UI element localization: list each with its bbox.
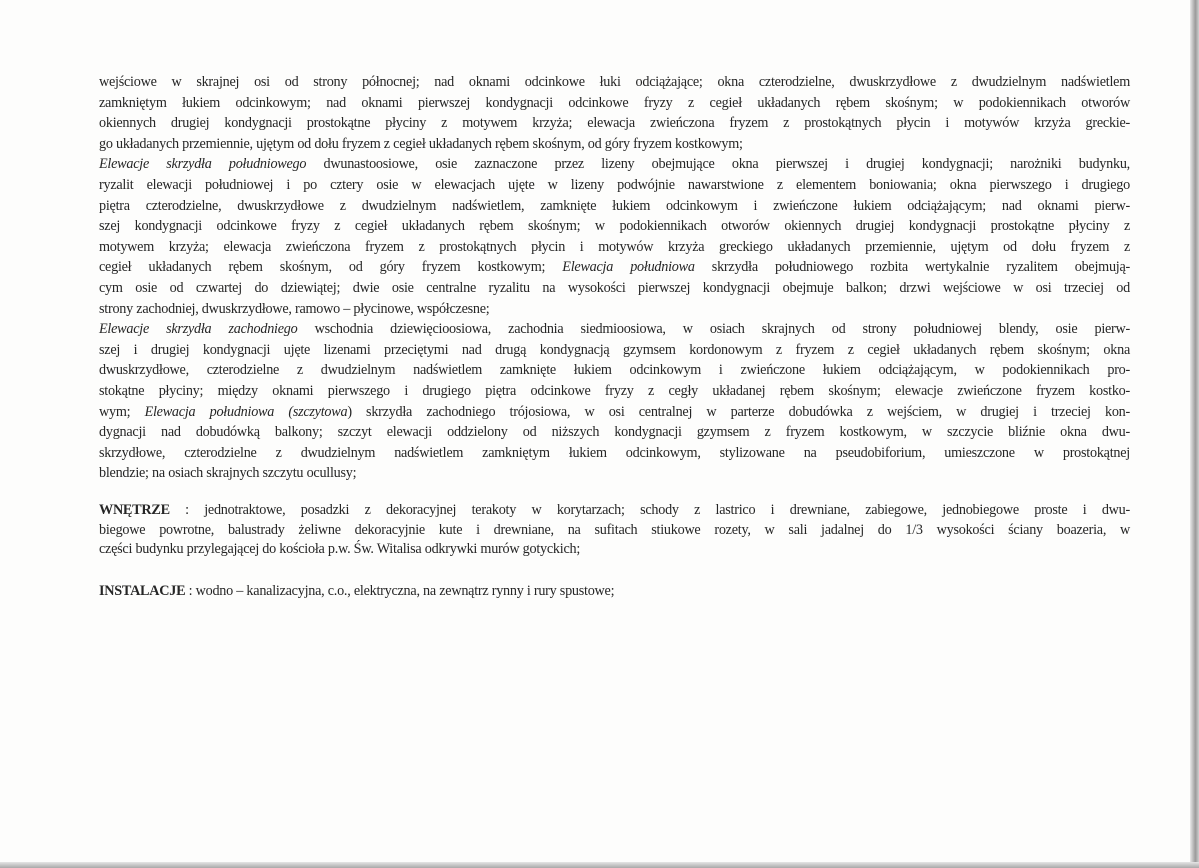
text-line [99, 175, 1130, 196]
text-line [99, 299, 1130, 320]
text-line [99, 196, 1130, 217]
text-segment: szej i drugiej kondygnacji ujęte lizenami przeciętymi nad drugą kondygnacją gzymsem kordonowym z fryzem z cegieł układanych rębem skośnym; okna [99, 341, 1130, 358]
text-segment: cym osie od czwartej do dziewiątej; dwie osie centralne ryzalitu na wysokości pierwszej kondygnacji obejmuje balkon; drzwi wejściowe w osi trzeciej od [99, 279, 1130, 296]
text-segment: wym; [99, 403, 145, 420]
text-line [99, 154, 1130, 175]
italic-heading: Elewacje skrzydła zachodniego [99, 321, 298, 338]
text-line [99, 501, 1130, 521]
text-line [99, 422, 1130, 443]
text-line [99, 257, 1130, 278]
text-segment: skrzydła południowego rozbita wertykalnie ryzalitem obejmują- [694, 259, 1130, 276]
text-line [99, 381, 1130, 402]
text-line [99, 278, 1130, 299]
text-segment: : wodno – kanalizacyjna, c.o., elektryczna, na zewnątrz rynny i rury spustowe; [185, 583, 615, 599]
text-line [99, 402, 1130, 423]
text-segment: szej kondygnacji odcinkowe fryzy z cegieł układanych rębem skośnym; w podokiennikach otworów okiennych drugiej kondygnacji prostokątne płyciny z [99, 218, 1130, 235]
text-segment: skrzydłowe, czterodzielne z dwudzielnym nadświetlem zamkniętym łukiem odcinkowym, stylizowane na pseudobiforium, umieszczone w prostokątnej [99, 444, 1130, 461]
text-line [99, 540, 1130, 560]
section-heading: INSTALACJE [99, 583, 186, 599]
text-segment: okiennych drugiej kondygnacji prostokątne płyciny z motywem krzyża; elewacja zwieńczona fryzem z prostokątnych płycin i motywów krzyża greckie- [99, 115, 1130, 132]
text-line [99, 237, 1130, 258]
text-segment: dygnacji nad dobudówką balkony; szczyt elewacji oddzielony od niższych kondygnacji gzymsem z fryzem kostkowym, w szczycie bliźnie okna dwu- [99, 424, 1130, 441]
italic-heading: Elewacja południowa [562, 259, 695, 276]
text-segment: cegieł układanych rębem skośnym, od góry fryzem kostkowym; [99, 259, 563, 276]
text-segment: wschodnia dziewięcioosiowa, zachodnia siedmioosiowa, w osiach skrajnych od strony południowej blendy, osie pierw- [297, 321, 1131, 338]
text-line [99, 463, 1130, 484]
text-segment: wejściowe w skrajnej osi od strony północnej; nad oknami odcinkowe łuki odciążające; okna czterodzielne, dwuskrzydłowe z dwudzielnym nadświetlem [99, 74, 1130, 90]
text-line [99, 360, 1130, 381]
section-heading: WNĘTRZE [99, 502, 170, 518]
text-segment: : jednotraktowe, posadzki z dekoracyjnej terakoty w korytarzach; schody z lastrico i drewniane, zabiegowe, jednobiegowe proste i dwu- [169, 502, 1130, 518]
text-segment: piętra czterodzielne, dwuskrzydłowe z dwudzielnym nadświetlem, zamknięte łukiem odcinkowym i zwieńczone łukiem odciążającym; nad oknami pierw- [99, 197, 1130, 214]
text-segment: części budynku przylegającej do kościoła p.w. Św. Witalisa odkrywki murów gotyckich; [99, 541, 581, 557]
text-segment: go układanych przemiennie, ujętym od dołu fryzem z cegieł układanych rębem skośnym, od góry fryzem kostkowym; [99, 135, 743, 152]
text-segment: zamkniętym łukiem odcinkowym; nad oknami pierwszej kondygnacji odcinkowe fryzy z cegieł układanych rębem skośnym; w podokiennikach otworów [99, 94, 1130, 111]
text-segment: motywem krzyża; elewacja zwieńczona fryzem z prostokątnych płycin i motywów krzyża greckiego układanych przemiennie, ujętym od dołu fryzem z [99, 238, 1130, 255]
text-line [99, 521, 1130, 541]
text-line [99, 72, 1130, 93]
text-segment: ryzalit elewacji południowej i po cztery osie w elewacjach ujęte w lizeny podwójnie nawarstwione z elementem boniowania; okna pierwszego i drugiego [99, 176, 1130, 193]
text-line [99, 340, 1130, 361]
text-segment: blendzie; na osiach skrajnych szczytu ocullusy; [99, 465, 357, 482]
text-segment: biegowe powrotne, balustrady żeliwne dekoracyjnie kute i drewniane, na sufitach stiukowe rozety, w sali jadalnej do 1/3 wysokości ściany boazeria, w [99, 521, 1130, 538]
installations-section [99, 582, 1130, 602]
italic-heading: Elewacja południowa (szczytowa [144, 403, 348, 420]
text-line [99, 216, 1130, 237]
facades-section [99, 72, 1130, 484]
text-line [99, 319, 1130, 340]
interior-section [99, 501, 1130, 560]
text-line [99, 113, 1130, 134]
text-segment: ) skrzydła zachodniego trójosiowa, w osi centralnej w parterze dobudówka z wejściem, w drugiej i trzeciej kon- [347, 403, 1130, 420]
text-segment: stokątne płyciny; między oknami pierwszego i drugiego piętra odcinkowe fryzy z cegły układanej rębem skośnym; elewacje zwieńczone fryzem kostko- [99, 382, 1130, 399]
text-line [99, 582, 1130, 602]
scan-edge-right [1190, 0, 1199, 868]
text-line [99, 134, 1130, 155]
text-segment: strony zachodniej, dwuskrzydłowe, ramowo – płycinowe, współczesne; [99, 300, 490, 317]
text-segment: dwunastoosiowe, osie zaznaczone przez lizeny obejmujące okna pierwszej i drugiej kondygnacji; narożniki budynku, [306, 156, 1130, 173]
italic-heading: Elewacje skrzydła południowego [99, 156, 307, 173]
text-line [99, 443, 1130, 464]
text-segment: dwuskrzydłowe, czterodzielne z dwudzielnym nadświetlem zamknięte łukiem odcinkowym i zwieńczone łukiem odciążającym, w podokiennikach pro- [99, 362, 1130, 379]
text-line [99, 93, 1130, 114]
scan-edge-bottom [0, 862, 1199, 868]
